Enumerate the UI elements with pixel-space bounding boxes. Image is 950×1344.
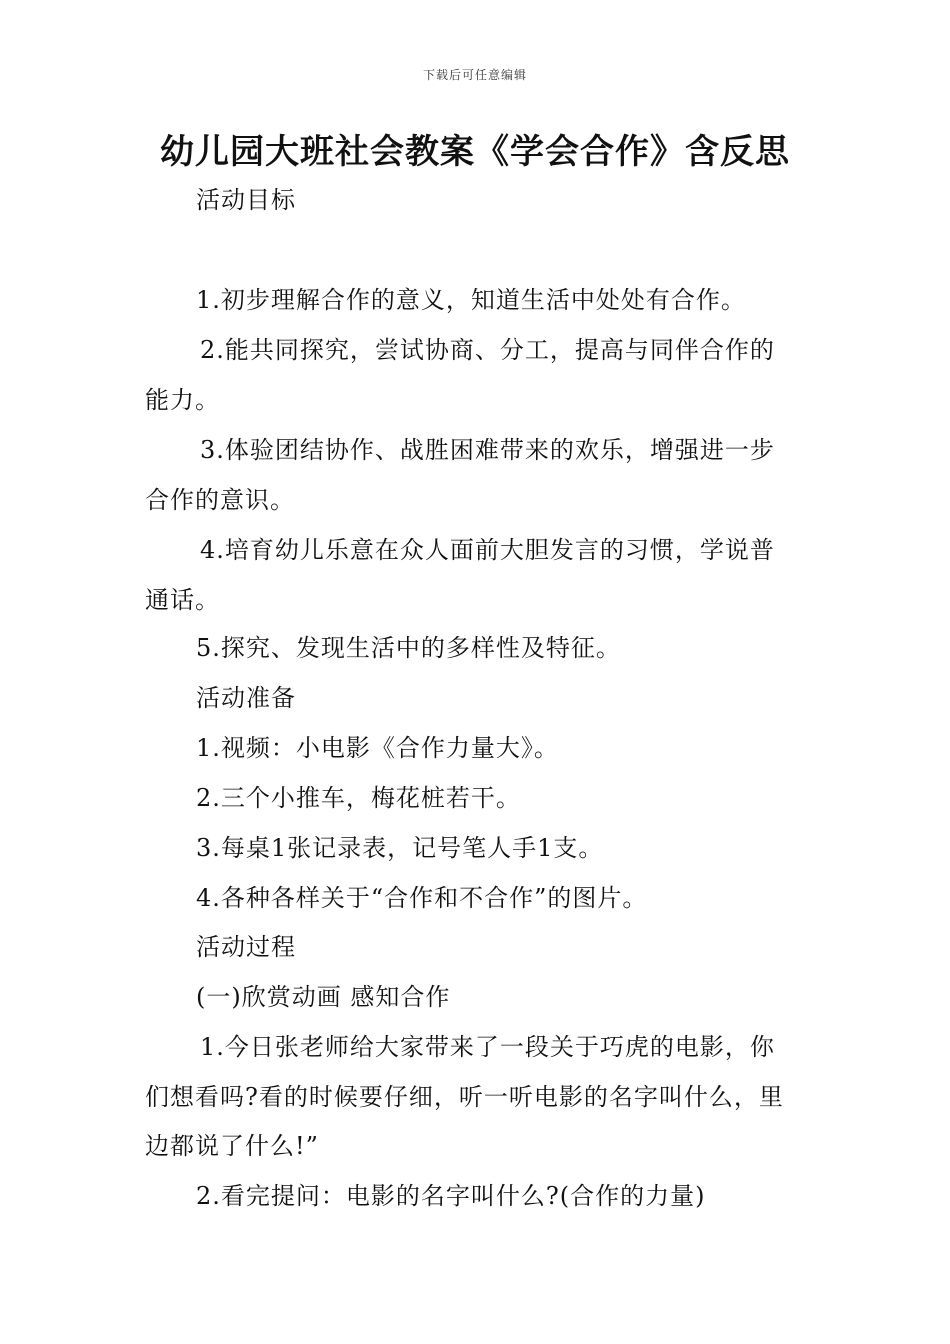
process-step-2: 2.看完提问：电影的名字叫什么?(合作的力量) [196, 1182, 706, 1210]
process-step-1-end: 边都说了什么!” [145, 1132, 319, 1160]
prep-item-4: 4.各种各样关于“合作和不合作”的图片。 [196, 884, 648, 912]
goal-item-4-continued: 通话。 [145, 586, 220, 614]
process-subsection-1: (一)欣赏动画 感知合作 [196, 983, 451, 1011]
prep-item-3: 3.每桌1张记录表，记号笔人手1支。 [196, 834, 604, 862]
goal-item-2-continued: 能力。 [145, 386, 220, 414]
goal-item-4: 4.培育幼儿乐意在众人面前大胆发言的习惯，学说普 [200, 536, 775, 564]
page-header-note: 下载后可任意编辑 [422, 68, 527, 82]
prep-item-2: 2.三个小推车，梅花桩若干。 [196, 784, 521, 812]
goal-item-2: 2.能共同探究，尝试协商、分工，提高与同伴合作的 [200, 336, 775, 364]
document-title: 幼儿园大班社会教案《学会合作》含反思 [160, 132, 790, 172]
goal-item-3: 3.体验团结协作、战胜困难带来的欢乐，增强进一步 [200, 436, 775, 464]
section-heading-preparation: 活动准备 [196, 684, 296, 712]
goal-item-5: 5.探究、发现生活中的多样性及特征。 [196, 634, 621, 662]
section-heading-goals: 活动目标 [196, 186, 296, 214]
prep-item-1: 1.视频：小电影《合作力量大》。 [196, 734, 559, 762]
goal-item-3-continued: 合作的意识。 [145, 486, 295, 514]
section-heading-process: 活动过程 [196, 933, 296, 961]
process-step-1-continued: 们想看吗?看的时候要仔细，听一听电影的名字叫什么，里 [145, 1083, 784, 1111]
process-step-1: 1.今日张老师给大家带来了一段关于巧虎的电影，你 [200, 1033, 775, 1061]
goal-item-1: 1.初步理解合作的意义，知道生活中处处有合作。 [196, 286, 746, 314]
